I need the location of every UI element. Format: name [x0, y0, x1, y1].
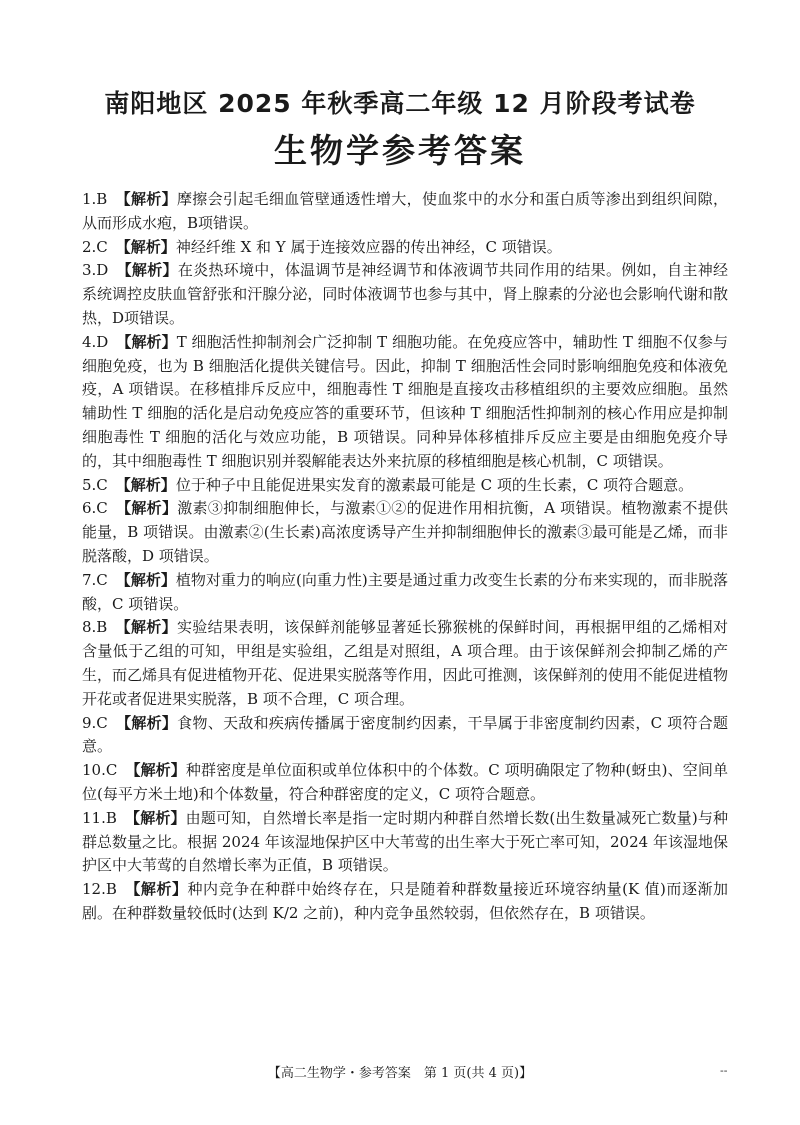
answer-number: 6.C — [82, 499, 108, 518]
answer-text: 在炎热环境中，体温调节是神经调节和体液调节共同作用的结果。例如，自主神经系统调控皮肤血管舒张和汗腺分泌，同时体液调节也参与其中，肾上腺素的分泌也会影响代谢和散热，D项错误。 — [82, 261, 728, 327]
analysis-tag: 【解析】 — [115, 713, 178, 732]
exam-title: 南阳地区 2025 年秋季高二年级 12 月阶段考试卷 — [104, 89, 696, 118]
answer-text: 摩擦会引起毛细血管壁通透性增大，使血浆中的水分和蛋白质等渗出到组织间隙，从而形成水疱，B项错误。 — [82, 190, 728, 232]
analysis-tag: 【解析】 — [115, 475, 176, 494]
answer-number: 4.D — [82, 332, 109, 351]
answer-number: 9.C — [82, 713, 108, 732]
answer-item — [82, 878, 728, 926]
answer-text: 位于种子中且能促进果实发育的激素最可能是 C 项的生长素，C 项符合题意。 — [175, 475, 694, 494]
answer-item — [82, 188, 728, 236]
analysis-tag: 【解析】 — [115, 190, 177, 208]
answer-number: 1.B — [82, 190, 108, 208]
answer-number: 2.C — [82, 237, 108, 256]
answer-item — [82, 616, 728, 711]
analysis-tag: 【解析】 — [115, 237, 176, 256]
analysis-tag: 【解析】 — [116, 332, 177, 351]
analysis-tag: 【解析】 — [115, 570, 176, 589]
answer-item — [82, 759, 728, 807]
analysis-tag: 【解析】 — [124, 880, 188, 899]
answer-item — [82, 497, 728, 568]
page-footer: 【高二生物学・参考答案 第 1 页(共 4 页)】 — [267, 1066, 533, 1081]
analysis-tag: 【解析】 — [115, 618, 177, 637]
answer-item — [82, 259, 728, 330]
analysis-tag: 【解析】 — [116, 261, 178, 280]
answer-key-title: 生物学参考答案 — [274, 131, 526, 170]
answer-text: 种群密度是单位面积或单位体积中的个体数。C 项明确限定了物种(蚜虫)、空间单位(每平方米土地)和个体数量，符合种群密度的定义，C 项符合题意。 — [82, 761, 728, 803]
answer-text: 食物、天敌和疾病传播属于密度制约因素，干旱属于非密度制约因素，C 项符合题意。 — [82, 713, 728, 756]
answer-item — [82, 474, 728, 498]
answer-text: 神经纤维 X 和 Y 属于连接效应器的传出神经，C 项错误。 — [175, 237, 562, 256]
analysis-tag: 【解析】 — [125, 761, 186, 780]
analysis-tag: 【解析】 — [115, 499, 178, 518]
answer-number: 3.D — [82, 261, 109, 280]
answer-item — [82, 569, 728, 617]
answer-item — [82, 236, 728, 260]
answer-number: 8.B — [82, 618, 108, 637]
answer-number: 11.B — [82, 808, 117, 827]
answer-item — [82, 331, 728, 474]
answer-list — [82, 188, 728, 926]
answer-number: 5.C — [82, 475, 108, 494]
answer-text: T 细胞活性抑制剂会广泛抑制 T 细胞功能。在免疫应答中，辅助性 T 细胞不仅参与细胞免疫，也为 B 细胞活化提供关键信号。因此，抑制 T 细胞活性会同时影响细胞免疫和体液免疫，A 项错误。在移植排斥反应中，细胞毒性 T 细胞是直接攻击移植组织的主要效应细胞。虽然辅助性 T 细胞的活化是启动免疫应答的重要环节，但该种 T 细胞活性抑制剂的核心作用应是抑制细胞毒性 T 细胞的活化与效应功能，B 项错误。同种异体移植排斥反应主要是由细胞免疫介导的，其中细胞毒性 T 细胞识别并裂解能表达外来抗原的移植细胞是核心机制，C 项错误。 — [82, 332, 728, 470]
analysis-tag: 【解析】 — [124, 808, 186, 827]
answer-text: 由题可知，自然增长率是指一定时期内种群自然增长数(出生数量减死亡数量)与种群总数量之比。根据 2024 年该湿地保护区中大苇莺的出生率大于死亡率可知，2024 年该湿地保护区中大苇莺的自然增长率为正值，B 项错误。 — [82, 808, 728, 875]
answer-item — [82, 712, 728, 760]
answer-text: 种内竞争在种群中始终存在，只是随着种群数量接近环境容纳量(K 值)而逐渐加剧。在种群数量较低时(达到 K/2 之前)，种内竞争虽然较弱，但依然存在，B 项错误。 — [82, 880, 728, 922]
answer-text: 实验结果表明，该保鲜剂能够显著延长猕猴桃的保鲜时间，再根据甲组的乙烯相对含量低于乙组的可知，甲组是实验组，乙组是对照组，A 项合理。由于该保鲜剂会抑制乙烯的产生，而乙烯具有促进植物开花、促进果实脱落等作用，因此可推测，该保鲜剂的使用不能促进植物开花或者促进果实脱落，B 项不合理，C 项合理。 — [82, 618, 728, 708]
answer-item — [82, 807, 728, 878]
answer-text: 植物对重力的响应(向重力性)主要是通过重力改变生长素的分布来实现的，而非脱落酸，C 项错误。 — [82, 570, 728, 613]
answer-number: 10.C — [82, 761, 118, 780]
answer-number: 7.C — [82, 570, 108, 589]
answer-text: 激素③抑制细胞伸长，与激素①②的促进作用相抗衡，A 项错误。植物激素不提供能量，B 项错误。由激素②(生长素)高浓度诱导产生并抑制细胞伸长的激素③最可能是乙烯，而非脱落酸，D 项错误。 — [82, 499, 728, 565]
corner-mark: -- — [720, 1064, 728, 1077]
answer-number: 12.B — [82, 880, 117, 899]
